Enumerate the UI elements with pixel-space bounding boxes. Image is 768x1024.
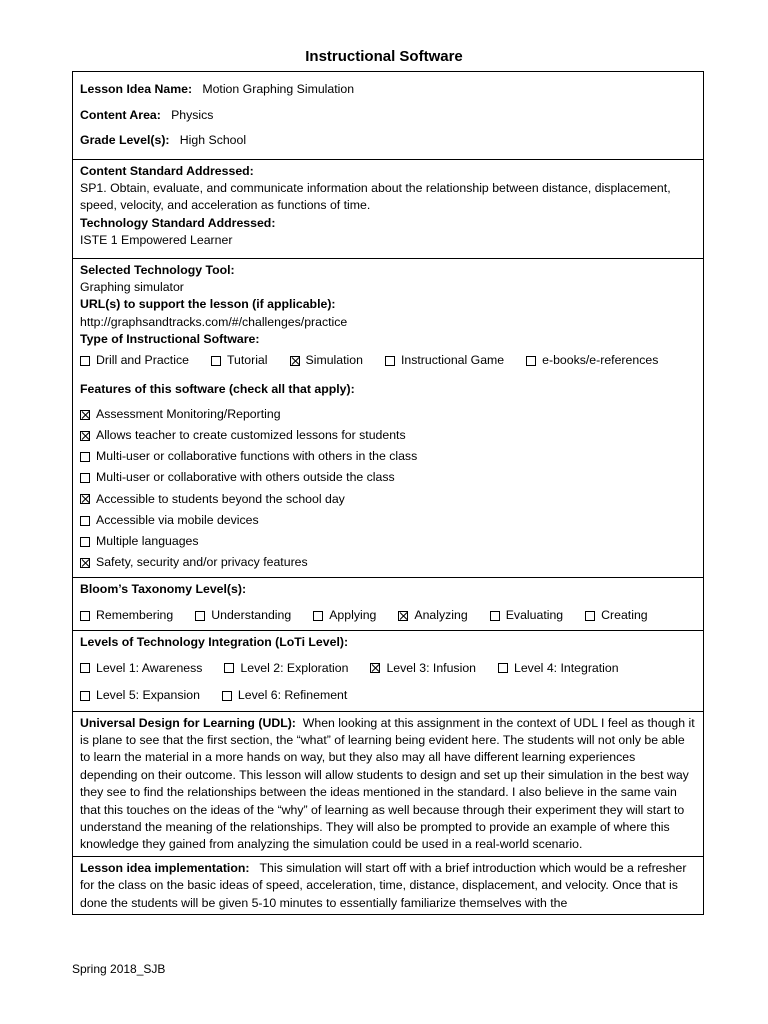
- form-table: [72, 71, 704, 915]
- option-remembering[interactable]: [80, 607, 173, 624]
- option-level-6[interactable]: [222, 687, 347, 704]
- loti-options-row-2: [80, 687, 696, 704]
- option-label: Understanding: [211, 607, 292, 622]
- checkbox-icon[interactable]: [80, 494, 90, 504]
- option-level-4[interactable]: [498, 660, 619, 677]
- feature-item[interactable]: [80, 510, 696, 531]
- option-label: Applying: [329, 607, 377, 622]
- loti-section: [73, 630, 703, 710]
- tech-standard-label: Technology Standard Addressed:: [80, 215, 276, 230]
- checkbox-icon[interactable]: [290, 356, 300, 366]
- checkbox-icon[interactable]: [80, 431, 90, 441]
- option-label: Tutorial: [226, 352, 268, 367]
- feature-label: Assessment Monitoring/Reporting: [96, 406, 281, 421]
- feature-item[interactable]: [80, 468, 696, 489]
- option-label: Creating: [601, 607, 648, 622]
- option-label: Level 2: Exploration: [240, 660, 349, 675]
- option-label: Evaluating: [505, 607, 564, 622]
- lesson-info-section: [73, 72, 703, 159]
- loti-label: Levels of Technology Integration (LoTi Level):: [80, 635, 349, 650]
- option-label: Level 6: Refinement: [237, 688, 348, 703]
- option-label: Instructional Game: [400, 352, 505, 367]
- checkbox-icon[interactable]: [80, 452, 90, 462]
- loti-options-row-1: [80, 660, 696, 677]
- feature-label: Safety, security and/or privacy features: [96, 555, 308, 570]
- implementation-label: Lesson idea implementation:: [80, 860, 250, 875]
- url-label: URL(s) to support the lesson (if applicable):: [80, 297, 336, 312]
- checkbox-icon[interactable]: [80, 473, 90, 483]
- feature-item[interactable]: [80, 531, 696, 552]
- checkbox-icon[interactable]: [80, 663, 90, 673]
- lesson-name-label: Lesson Idea Name:: [80, 82, 193, 96]
- tool-label: Selected Technology Tool:: [80, 262, 235, 277]
- grade-level-value: High School: [179, 133, 247, 147]
- feature-label: Accessible via mobile devices: [96, 512, 259, 527]
- option-understanding[interactable]: [195, 607, 291, 624]
- option-level-5[interactable]: [80, 687, 200, 704]
- option-label: Level 3: Infusion: [386, 660, 476, 675]
- option-creating[interactable]: [585, 607, 647, 624]
- checkbox-icon[interactable]: [80, 558, 90, 568]
- blooms-label: Bloom’s Taxonomy Level(s):: [80, 582, 247, 597]
- tech-standard-text: ISTE 1 Empowered Learner: [80, 233, 233, 248]
- option-simulation[interactable]: [290, 352, 363, 369]
- udl-section: [73, 711, 703, 856]
- option-level-3[interactable]: [370, 660, 476, 677]
- implementation-text: This simulation will start off with a brief introduction which would be a refresher for the class on the basic ideas of speed, acceleration, time, distance, displacement, and velocity. Once that is done the students will be given 5-10 minutes to essentially familiarize themselves with the: [80, 860, 687, 910]
- checkbox-icon[interactable]: [490, 611, 500, 621]
- software-type-label: Type of Instructional Software:: [80, 332, 260, 347]
- content-standard-text: SP1. Obtain, evaluate, and communicate information about the relationship between distance, displacement, speed, velocity, and acceleration as functions of time.: [80, 180, 671, 213]
- feature-label: Allows teacher to create customized lessons for students: [96, 428, 406, 443]
- checkbox-icon[interactable]: [313, 611, 323, 621]
- checkbox-icon[interactable]: [498, 663, 508, 673]
- feature-item[interactable]: [80, 446, 696, 467]
- content-area-value: Physics: [171, 107, 214, 122]
- footer-text: Spring 2018_SJB: [72, 962, 166, 976]
- option-applying[interactable]: [313, 607, 376, 624]
- content-standard-label: Content Standard Addressed:: [80, 163, 254, 178]
- feature-label: Multi-user or collaborative with others outside the class: [96, 470, 395, 485]
- checkbox-icon[interactable]: [80, 356, 90, 366]
- tool-section: [73, 258, 703, 578]
- features-label: Features of this software (check all that apply):: [80, 381, 355, 396]
- checkbox-icon[interactable]: [224, 663, 234, 673]
- option-instructional-game[interactable]: [385, 352, 504, 369]
- checkbox-icon[interactable]: [80, 691, 90, 701]
- option-label: e-books/e-references: [542, 352, 659, 367]
- feature-item[interactable]: [80, 552, 696, 573]
- option-analyzing[interactable]: [398, 607, 467, 624]
- checkbox-icon[interactable]: [80, 516, 90, 526]
- feature-label: Multi-user or collaborative functions with others in the class: [96, 449, 418, 464]
- feature-item[interactable]: [80, 425, 696, 446]
- checkbox-icon[interactable]: [370, 663, 380, 673]
- lesson-name-value: Motion Graphing Simulation: [202, 82, 355, 96]
- option-level-1[interactable]: [80, 660, 202, 677]
- option-label: Analyzing: [414, 607, 468, 622]
- checkbox-icon[interactable]: [222, 691, 232, 701]
- option-label: Level 1: Awareness: [96, 660, 203, 675]
- option-drill-and-practice[interactable]: [80, 352, 189, 369]
- implementation-section: [73, 856, 703, 914]
- checkbox-icon[interactable]: [80, 537, 90, 547]
- checkbox-icon[interactable]: [80, 611, 90, 621]
- option-label: Level 4: Integration: [514, 660, 619, 675]
- feature-item[interactable]: [80, 489, 696, 510]
- content-area-label: Content Area:: [80, 107, 161, 122]
- option-level-2[interactable]: [224, 660, 348, 677]
- checkbox-icon[interactable]: [398, 611, 408, 621]
- option-label: Level 5: Expansion: [96, 688, 200, 703]
- standards-section: [73, 159, 703, 258]
- blooms-section: [73, 577, 703, 630]
- checkbox-icon[interactable]: [195, 611, 205, 621]
- option-tutorial[interactable]: [211, 352, 268, 369]
- checkbox-icon[interactable]: [585, 611, 595, 621]
- feature-item[interactable]: [80, 404, 696, 425]
- udl-label: Universal Design for Learning (UDL):: [80, 715, 296, 730]
- checkbox-icon[interactable]: [526, 356, 536, 366]
- udl-text: When looking at this assignment in the context of UDL I feel as though it is plane to see that the first section, the “what” of learning being evident here. The students will not only be able to learn the material in a more hands on way, but they also may all have different learning experiences depending on their outcome. This lesson will allow students to design and set up their simulation in the best way they see to find the relationships between the ideas mentioned in the standard. I also believe in the same vain that this touches on the ideas of the “why” of learning as well because through their experiment they will start to understand the meaning of the relationships. They will also be prompted to provide an example of where this knowledge they gained from analyzing the simulation could be used in a real-world scenario.: [80, 715, 695, 852]
- checkbox-icon[interactable]: [80, 410, 90, 420]
- blooms-options: [80, 607, 696, 624]
- url-value[interactable]: http://graphsandtracks.com/#/challenges/practice: [80, 314, 348, 329]
- option-label: Simulation: [305, 352, 363, 367]
- option-e-books[interactable]: [526, 352, 658, 369]
- grade-level-label: Grade Level(s):: [80, 133, 170, 147]
- option-label: Remembering: [96, 607, 174, 622]
- checkbox-icon[interactable]: [385, 356, 395, 366]
- feature-label: Accessible to students beyond the school day: [96, 491, 345, 506]
- option-evaluating[interactable]: [490, 607, 563, 624]
- tool-value: Graphing simulator: [80, 279, 184, 294]
- checkbox-icon[interactable]: [211, 356, 221, 366]
- option-label: Drill and Practice: [96, 352, 189, 367]
- feature-label: Multiple languages: [96, 533, 199, 548]
- software-type-options: [80, 349, 696, 373]
- document-title: Instructional Software: [305, 48, 463, 65]
